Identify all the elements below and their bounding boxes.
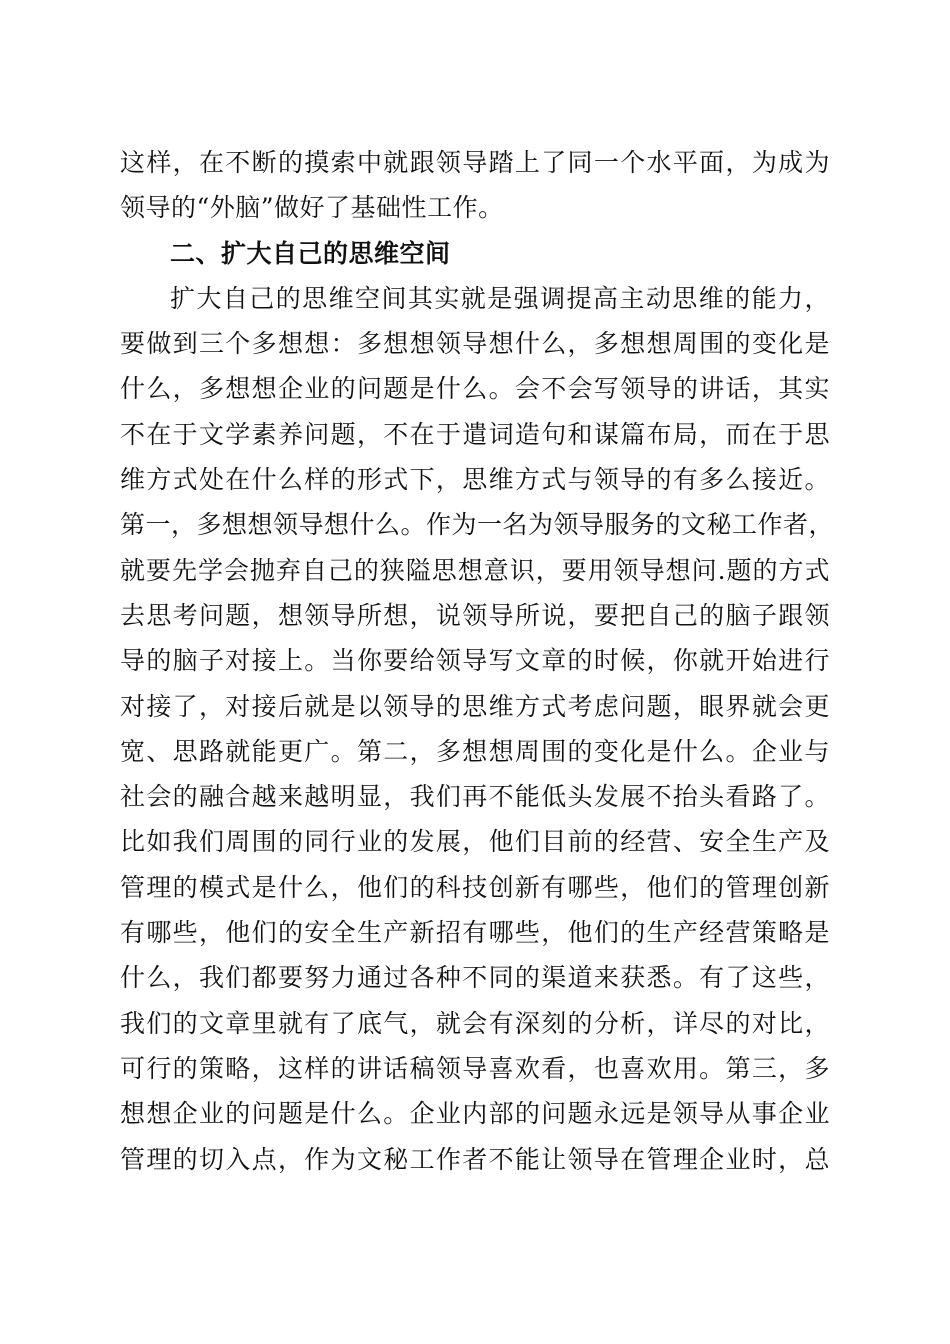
text-line: 领导的“外脑”做好了基础性工作。 xyxy=(120,193,504,223)
text-line: 什么，多想想企业的问题是什么。会不会写领导的讲话，其实 xyxy=(120,374,830,404)
text-line: 社会的融合越来越明显，我们再不能低头发展不抬头看路了。 xyxy=(120,782,830,812)
text-line: 我们的文章里就有了底气，就会有深刻的分析，详尽的对比， xyxy=(120,1008,830,1038)
section-heading: 二、扩大自己的思维空间 xyxy=(170,238,451,268)
text-line: 不在于文学素养问题，不在于遣词造句和谋篇布局，而在于思 xyxy=(120,419,830,449)
text-line: 导的脑子对接上。当你要给领导写文章的时候，你就开始进行 xyxy=(120,646,830,676)
text-line: 这样，在不断的摸索中就跟领导踏上了同一个水平面，为成为 xyxy=(120,148,830,177)
paragraph-first-line: 扩大自己的思维空间其实就是强调提高主动思维的能力， xyxy=(170,283,830,313)
body-text xyxy=(120,140,835,1182)
text-line: 想想企业的问题是什么。企业内部的问题永远是领导从事企业 xyxy=(120,1099,830,1129)
text-line: 就要先学会抛弃自己的狭隘思想意识，要用领导想问.题的方式 xyxy=(120,555,830,585)
text-line: 宽、思路就能更广。第二，多想想周围的变化是什么。企业与 xyxy=(120,736,830,766)
text-line: 有哪些，他们的安全生产新招有哪些，他们的生产经营策略是 xyxy=(120,918,830,948)
text-line: 可行的策略，这样的讲话稿领导喜欢看，也喜欢用。第三，多 xyxy=(120,1053,830,1083)
text-line: 比如我们周围的同行业的发展，他们目前的经营、安全生产及 xyxy=(120,827,830,857)
text-line: 管理的模式是什么，他们的科技创新有哪些，他们的管理创新 xyxy=(120,872,830,902)
text-line: 要做到三个多想想：多想想领导想什么，多想想周围的变化是 xyxy=(120,329,830,359)
text-line: 什么，我们都要努力通过各种不同的渠道来获悉。有了这些， xyxy=(120,963,830,993)
text-line: 管理的切入点，作为文秘工作者不能让领导在管理企业时，总 xyxy=(120,1144,830,1174)
text-line: 维方式处在什么样的形式下，思维方式与领导的有多么接近。 xyxy=(120,465,830,495)
text-line: 对接了，对接后就是以领导的思维方式考虑问题，眼界就会更 xyxy=(120,691,830,721)
text-line: 去思考问题，想领导所想，说领导所说，要把自己的脑子跟领 xyxy=(120,600,830,630)
text-line: 第一，多想想领导想什么。作为一名为领导服务的文秘工作者， xyxy=(120,510,835,540)
